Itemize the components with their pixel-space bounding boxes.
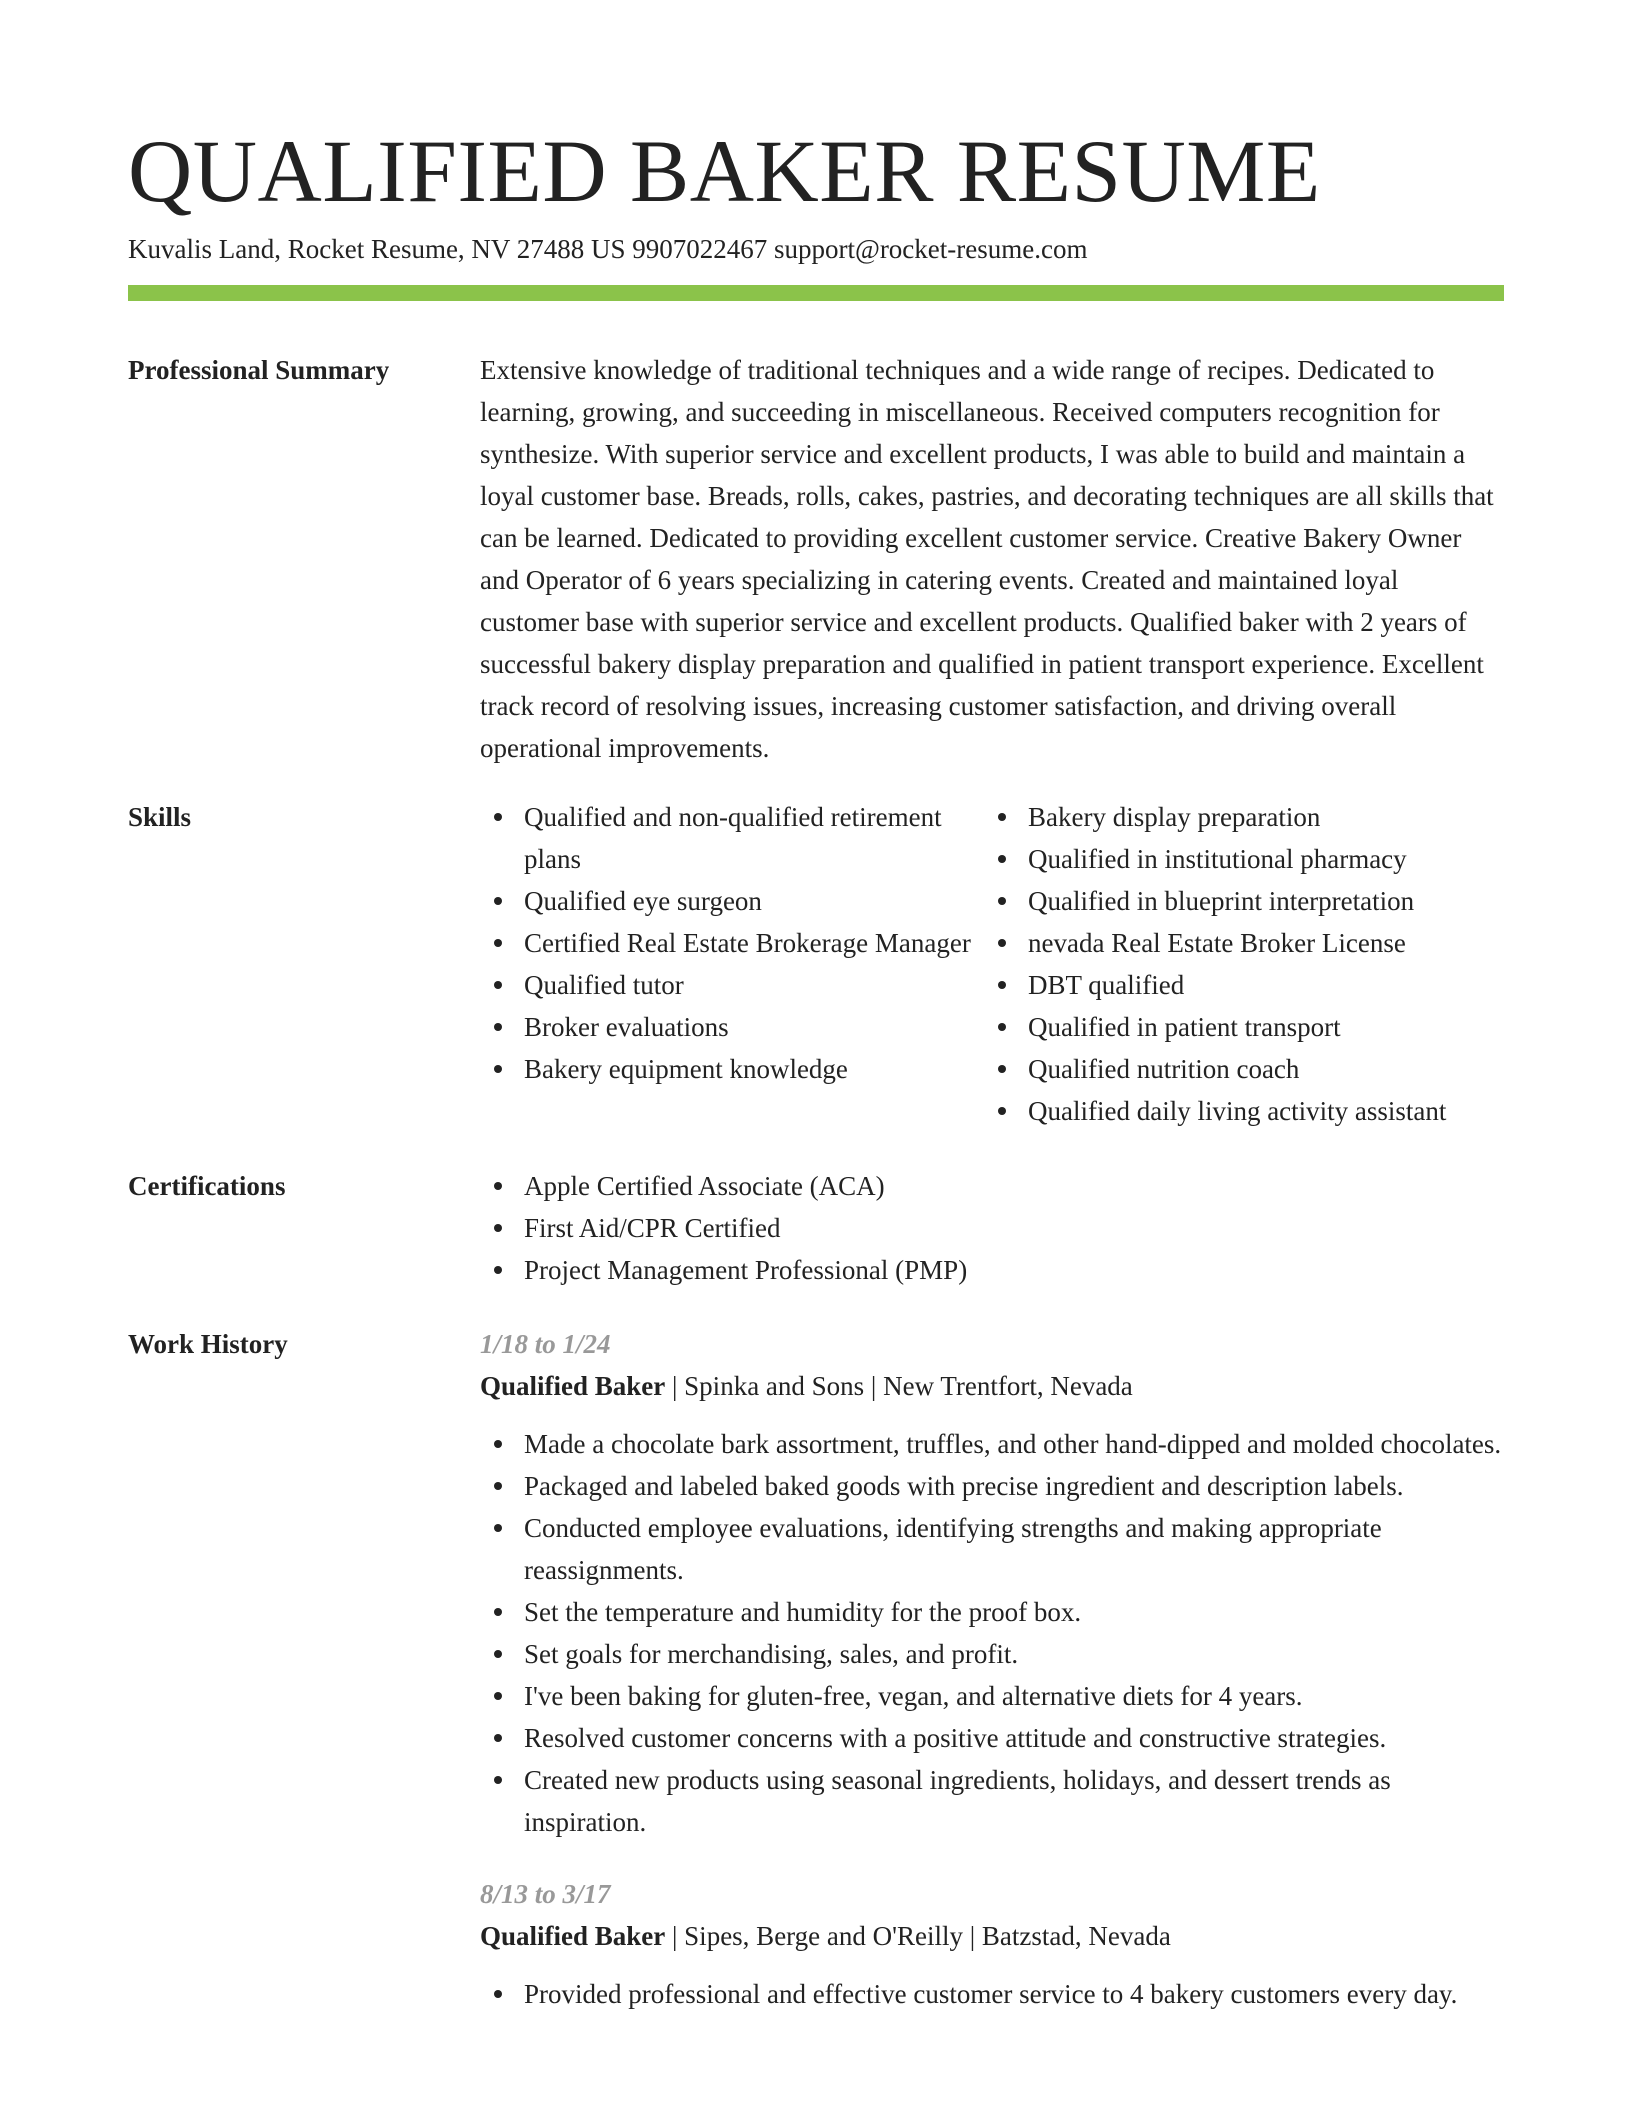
- skill-item: Qualified in institutional pharmacy: [984, 838, 1488, 880]
- work-history-body: [480, 1323, 1504, 2045]
- skills-list-left: [480, 796, 984, 1132]
- work-history-heading: Work History: [128, 1329, 288, 1359]
- skill-item: Qualified eye surgeon: [480, 880, 984, 922]
- job-bullet: Provided professional and effective customer service to 4 bakery customers every day.: [480, 1973, 1504, 2015]
- job-dates: 8/13 to 3/17: [480, 1879, 611, 1909]
- job-bullet: Created new products using seasonal ingredients, holidays, and dessert trends as inspiration.: [480, 1759, 1504, 1843]
- certification-item: Project Management Professional (PMP): [480, 1249, 1504, 1291]
- job-bullet: Resolved customer concerns with a positive attitude and constructive strategies.: [480, 1717, 1504, 1759]
- contact-line: Kuvalis Land, Rocket Resume, NV 27488 US 9907022467 support@rocket-resume.com: [128, 234, 1088, 264]
- job-bullet: Set the temperature and humidity for the proof box.: [480, 1591, 1504, 1633]
- job-entry: [480, 1323, 1504, 1843]
- job-bullet: Packaged and labeled baked goods with precise ingredient and description labels.: [480, 1465, 1504, 1507]
- skill-item: DBT qualified: [984, 964, 1488, 1006]
- summary-body: [480, 349, 1504, 769]
- skills-heading: Skills: [128, 802, 192, 832]
- job-bullet: I've been baking for gluten-free, vegan, and alternative diets for 4 years.: [480, 1675, 1504, 1717]
- summary-heading: Professional Summary: [128, 355, 390, 385]
- skill-item: nevada Real Estate Broker License: [984, 922, 1488, 964]
- skills-list-right: [984, 796, 1488, 1132]
- summary-text: Extensive knowledge of traditional techniques and a wide range of recipes. Dedicated to learning, growing, and succeeding in miscellaneous. Received computers recognition for synthesize. With superior service and excellent products, I was able to build and maintain a loyal customer base. Breads, rolls, cakes, pastries, and decorating techniques are all skills that can be learned. Dedicated to providing excellent customer service. Creative Bakery Owner and Operator of 6 years specializing in catering events. Created and maintained loyal customer base with superior service and excellent products. Qualified baker with 2 years of successful bakery display preparation and qualified in patient transport experience. Excellent track record of resolving issues, increasing customer satisfaction, and driving overall operational improvements.: [480, 355, 1494, 763]
- job-dates: 1/18 to 1/24: [480, 1329, 611, 1359]
- job-details: | Spinka and Sons | New Trentfort, Nevada: [665, 1371, 1133, 1401]
- skill-item: Certified Real Estate Brokerage Manager: [480, 922, 984, 964]
- job-title: Qualified Baker: [480, 1921, 666, 1951]
- skill-item: Qualified in patient transport: [984, 1006, 1488, 1048]
- job-bullet: Set goals for merchandising, sales, and profit.: [480, 1633, 1504, 1675]
- job-heading: [480, 1915, 1504, 1957]
- job-bullets: [480, 1423, 1504, 1843]
- certification-item: First Aid/CPR Certified: [480, 1207, 1504, 1249]
- skill-item: Qualified in blueprint interpretation: [984, 880, 1488, 922]
- skill-item: Broker evaluations: [480, 1006, 984, 1048]
- skill-item: Bakery equipment knowledge: [480, 1048, 984, 1090]
- job-bullet: Conducted employee evaluations, identifying strengths and making appropriate reassignments.: [480, 1507, 1504, 1591]
- skill-item: Qualified and non-qualified retirement plans: [480, 796, 984, 880]
- skill-item: Qualified nutrition coach: [984, 1048, 1488, 1090]
- page-title: QUALIFIED BAKER RESUME: [128, 123, 1321, 221]
- job-entry: [480, 1873, 1504, 2015]
- job-heading: [480, 1365, 1504, 1407]
- skill-item: Qualified daily living activity assistant: [984, 1090, 1488, 1132]
- skill-item: Bakery display preparation: [984, 796, 1488, 838]
- skills-body: [480, 796, 1504, 1132]
- job-title: Qualified Baker: [480, 1371, 666, 1401]
- certifications-body: [480, 1165, 1504, 1291]
- header-divider: [128, 285, 1504, 301]
- certifications-list: [480, 1165, 1504, 1291]
- job-details: | Sipes, Berge and O'Reilly | Batzstad, Nevada: [665, 1921, 1171, 1951]
- skill-item: Qualified tutor: [480, 964, 984, 1006]
- job-bullets: [480, 1973, 1504, 2015]
- certifications-heading: Certifications: [128, 1171, 286, 1201]
- certification-item: Apple Certified Associate (ACA): [480, 1165, 1504, 1207]
- job-bullet: Made a chocolate bark assortment, truffles, and other hand-dipped and molded chocolates.: [480, 1423, 1504, 1465]
